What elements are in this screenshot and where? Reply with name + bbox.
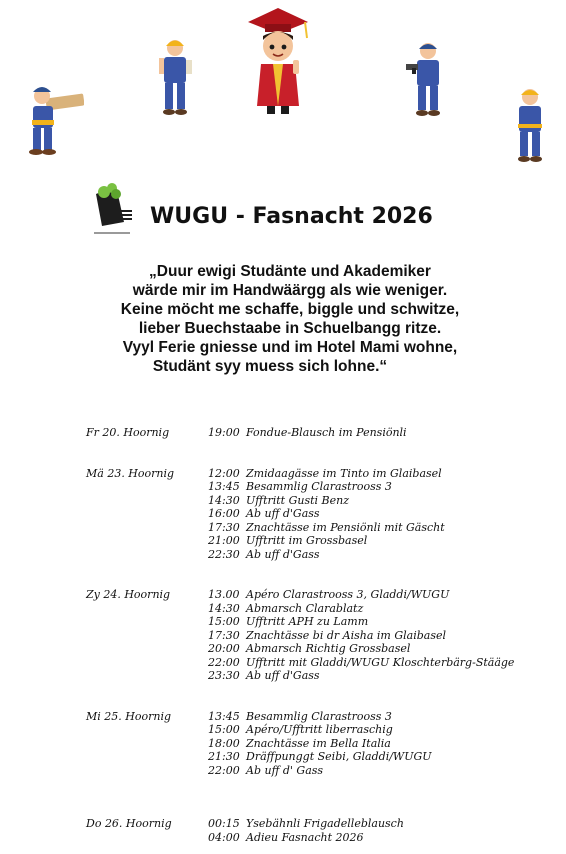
schedule-entry xyxy=(208,764,556,778)
entry-text: Adieu Fasnacht 2026 xyxy=(246,830,364,844)
schedule-day xyxy=(86,467,556,562)
entry-time: 15:00 xyxy=(208,615,240,628)
schedule-entry xyxy=(208,615,556,629)
schedule-entry xyxy=(208,656,556,670)
poem-line: Keine möcht me schaffe, biggle und schwitze, xyxy=(120,301,460,318)
entry-time: 17:30 xyxy=(208,628,240,642)
poem-line: Studänt syy muess sich lohne.“ xyxy=(152,358,388,375)
entry-time: 18:00 xyxy=(208,736,240,750)
entry-time: 22:00 xyxy=(208,763,240,777)
poem-line: „Duur ewigi Studänte und Akademiker xyxy=(149,263,431,280)
schedule-entry xyxy=(208,750,556,764)
entry-text: Ufftritt im Grossbasel xyxy=(246,534,368,547)
schedule-entry xyxy=(208,831,556,845)
schedule-entry xyxy=(208,534,556,548)
entry-text: Apéro Clarastrooss 3, Gladdi/WUGU xyxy=(246,588,450,601)
worker-with-drill-figure xyxy=(404,38,450,120)
schedule-entry xyxy=(208,480,556,494)
entry-text: Znachtässe im Bella Italia xyxy=(246,736,391,750)
entry-time: 04:00 xyxy=(208,830,240,844)
entry-text: Dräffpunggt Seibi, Gladdi/WUGU xyxy=(246,750,432,763)
schedule-day xyxy=(86,588,556,683)
entry-text: Zmidaagässe im Tinto im Glaibasel xyxy=(246,466,442,480)
entry-text: Abmarsch Clarablatz xyxy=(246,601,364,615)
entry-text: Fondue-Blausch im Pensiönli xyxy=(246,426,407,439)
poem-line: Vyyl Ferie gniesse und im Hotel Mami wohne, xyxy=(122,339,458,356)
day-label: Fr 20. Hoornig xyxy=(86,426,170,439)
day-label: Do 26. Hoornig xyxy=(86,817,172,830)
schedule-entry xyxy=(208,669,556,683)
entry-time: 20:00 xyxy=(208,642,240,655)
schedule-entry xyxy=(208,521,556,535)
entry-text: Ab uff d'Gass xyxy=(246,669,320,682)
entry-text: Apéro/Ufftritt liberraschig xyxy=(246,723,393,736)
entry-text: Ufftritt Gusti Benz xyxy=(246,493,350,507)
schedule-entry xyxy=(208,817,556,831)
entry-time: 19:00 xyxy=(208,426,240,439)
schedule-day xyxy=(86,426,556,440)
entry-text: Besammlig Clarastrooss 3 xyxy=(246,480,392,493)
schedule-entry xyxy=(208,588,556,602)
schedule-entry xyxy=(208,426,556,440)
schedule-entry xyxy=(208,494,556,508)
entry-time: 22:30 xyxy=(208,547,240,561)
schedule-entry xyxy=(208,723,556,737)
entry-text: Ysebähnli Frigadelleblausch xyxy=(246,817,404,830)
day-label: Zy 24. Hoornig xyxy=(86,588,171,601)
entry-time: 13.00 xyxy=(208,588,240,601)
wugu-logo-icon xyxy=(90,182,134,236)
worker-with-measuring-tape-figure xyxy=(510,84,550,164)
worker-with-plank-figure xyxy=(18,78,84,158)
header xyxy=(90,182,530,240)
page-title: WUGU - Fasnacht 2026 xyxy=(150,204,433,229)
day-label: Mä 23. Hoornig xyxy=(86,466,175,480)
entry-text: Znachtässe im Pensiönli mit Gäscht xyxy=(246,520,445,534)
schedule-day xyxy=(86,817,556,844)
entry-time: 14:30 xyxy=(208,493,240,507)
entry-time: 12:00 xyxy=(208,466,240,480)
entry-time: 00:15 xyxy=(208,817,240,830)
entry-time: 22:00 xyxy=(208,655,240,669)
schedule-entry xyxy=(208,467,556,481)
schedule-entry xyxy=(208,737,556,751)
day-label: Mi 25. Hoornig xyxy=(86,709,172,723)
entry-text: Besammlig Clarastrooss 3 xyxy=(246,709,392,723)
schedule-entry xyxy=(208,710,556,724)
entry-text: Ab uff d' Gass xyxy=(246,763,324,777)
schedule xyxy=(86,426,556,844)
entry-text: Znachtässe bi dr Aisha im Glaibasel xyxy=(246,628,447,642)
worker-with-tool-figure xyxy=(153,34,197,118)
entry-time: 13:45 xyxy=(208,480,240,493)
entry-time: 14:30 xyxy=(208,601,240,615)
poem-line: lieber Buechstaabe in Schuelbangg ritze. xyxy=(138,320,442,337)
entry-text: Ufftritt APH zu Lamm xyxy=(246,615,369,628)
entry-text: Abmarsch Richtig Grossbasel xyxy=(246,642,411,655)
schedule-entry xyxy=(208,602,556,616)
graduate-figure xyxy=(243,2,313,118)
schedule-day xyxy=(86,710,556,778)
entry-time: 13:45 xyxy=(208,709,240,723)
entry-text: Ab uff d'Gass xyxy=(246,507,320,520)
entry-time: 23:30 xyxy=(208,669,240,682)
poem xyxy=(70,262,510,376)
entry-time: 21:00 xyxy=(208,534,240,547)
entry-time: 21:30 xyxy=(208,750,240,763)
entry-time: 17:30 xyxy=(208,520,240,534)
poem-line: wärde mir im Handwäärgg als wie weniger. xyxy=(132,282,448,299)
entry-text: Ufftritt mit Gladdi/WUGU Kloschterbärg-Stääge xyxy=(246,655,515,669)
schedule-entry xyxy=(208,548,556,562)
schedule-entry xyxy=(208,642,556,656)
entry-text: Ab uff d'Gass xyxy=(246,547,320,561)
entry-time: 15:00 xyxy=(208,723,240,736)
schedule-entry xyxy=(208,507,556,521)
entry-time: 16:00 xyxy=(208,507,240,520)
schedule-entry xyxy=(208,629,556,643)
